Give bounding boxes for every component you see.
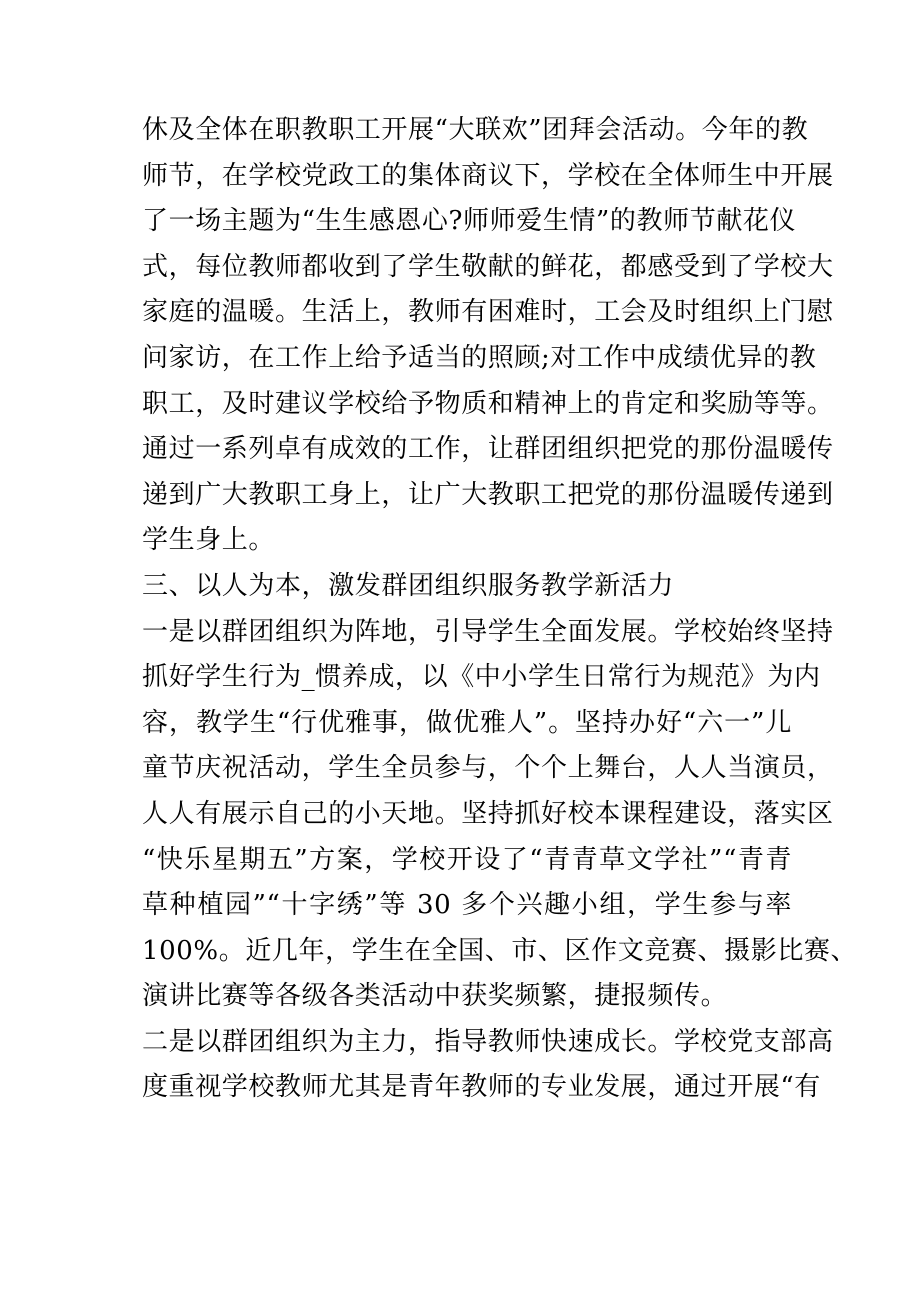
- text-line: 演讲比赛等各级各类活动中获奖频繁，捷报频传。: [142, 981, 728, 1012]
- text-line: 容，教学生“行优雅事，做优雅人”。坚持办好“六一”儿: [142, 707, 792, 738]
- text-line: 100%。近几年，学生在全国、市、区作文竞赛、摄影比赛、: [142, 935, 858, 966]
- text-line: 式，每位教师都收到了学生敬献的鲜花，都感受到了学校大: [142, 251, 834, 282]
- text-line: 问家访，在工作上给予适当的照顾;对工作中成绩优异的教: [142, 342, 817, 373]
- text-line: 学生身上。: [142, 525, 276, 556]
- text-line: 职工，及时建议学校给予物质和精神上的肯定和奖励等等。: [142, 388, 834, 419]
- text-line: 人人有展示自己的小天地。坚持抓好校本课程建设，落实区: [142, 798, 834, 829]
- text-line: 师节，在学校党政工的集体商议下，学校在全体师生中开展: [142, 160, 834, 191]
- text-line: “快乐星期五”方案，学校开设了“青青草文学社”“青青: [142, 844, 792, 875]
- text-line: 抓好学生行为_惯养成，以《中小学生日常行为规范》为内: [142, 662, 821, 693]
- text-line: 递到广大教职工身上，让广大教职工把党的那份温暖传递到: [142, 479, 834, 510]
- text-line: 草种植园”“十字绣”等 30 多个兴趣小组，学生参与率: [142, 890, 792, 921]
- text-line: 童节庆祝活动，学生全员参与，个个上舞台，人人当演员，: [142, 753, 834, 784]
- text-line: 休及全体在职教职工开展“大联欢”团拜会活动。今年的教: [142, 115, 809, 145]
- text-line: 度重视学校教师尤其是青年教师的专业发展，通过开展“有: [142, 1072, 821, 1103]
- text-line: 一是以群团组织为阵地，引导学生全面发展。学校始终坚持: [142, 616, 834, 647]
- text-line: 二是以群团组织为主力，指导教师快速成长。学校党支部高: [142, 1026, 834, 1057]
- section-heading: 三、以人为本，激发群团组织服务教学新活力: [142, 570, 675, 601]
- text-line: 通过一系列卓有成效的工作，让群团组织把党的那份温暖传: [142, 434, 834, 465]
- text-line: 家庭的温暖。生活上，教师有困难时，工会及时组织上门慰: [142, 297, 834, 328]
- document-body: [142, 108, 858, 1111]
- text-line: 了一场主题为“生生感恩心?师师爱生情”的教师节献花仪: [142, 206, 797, 237]
